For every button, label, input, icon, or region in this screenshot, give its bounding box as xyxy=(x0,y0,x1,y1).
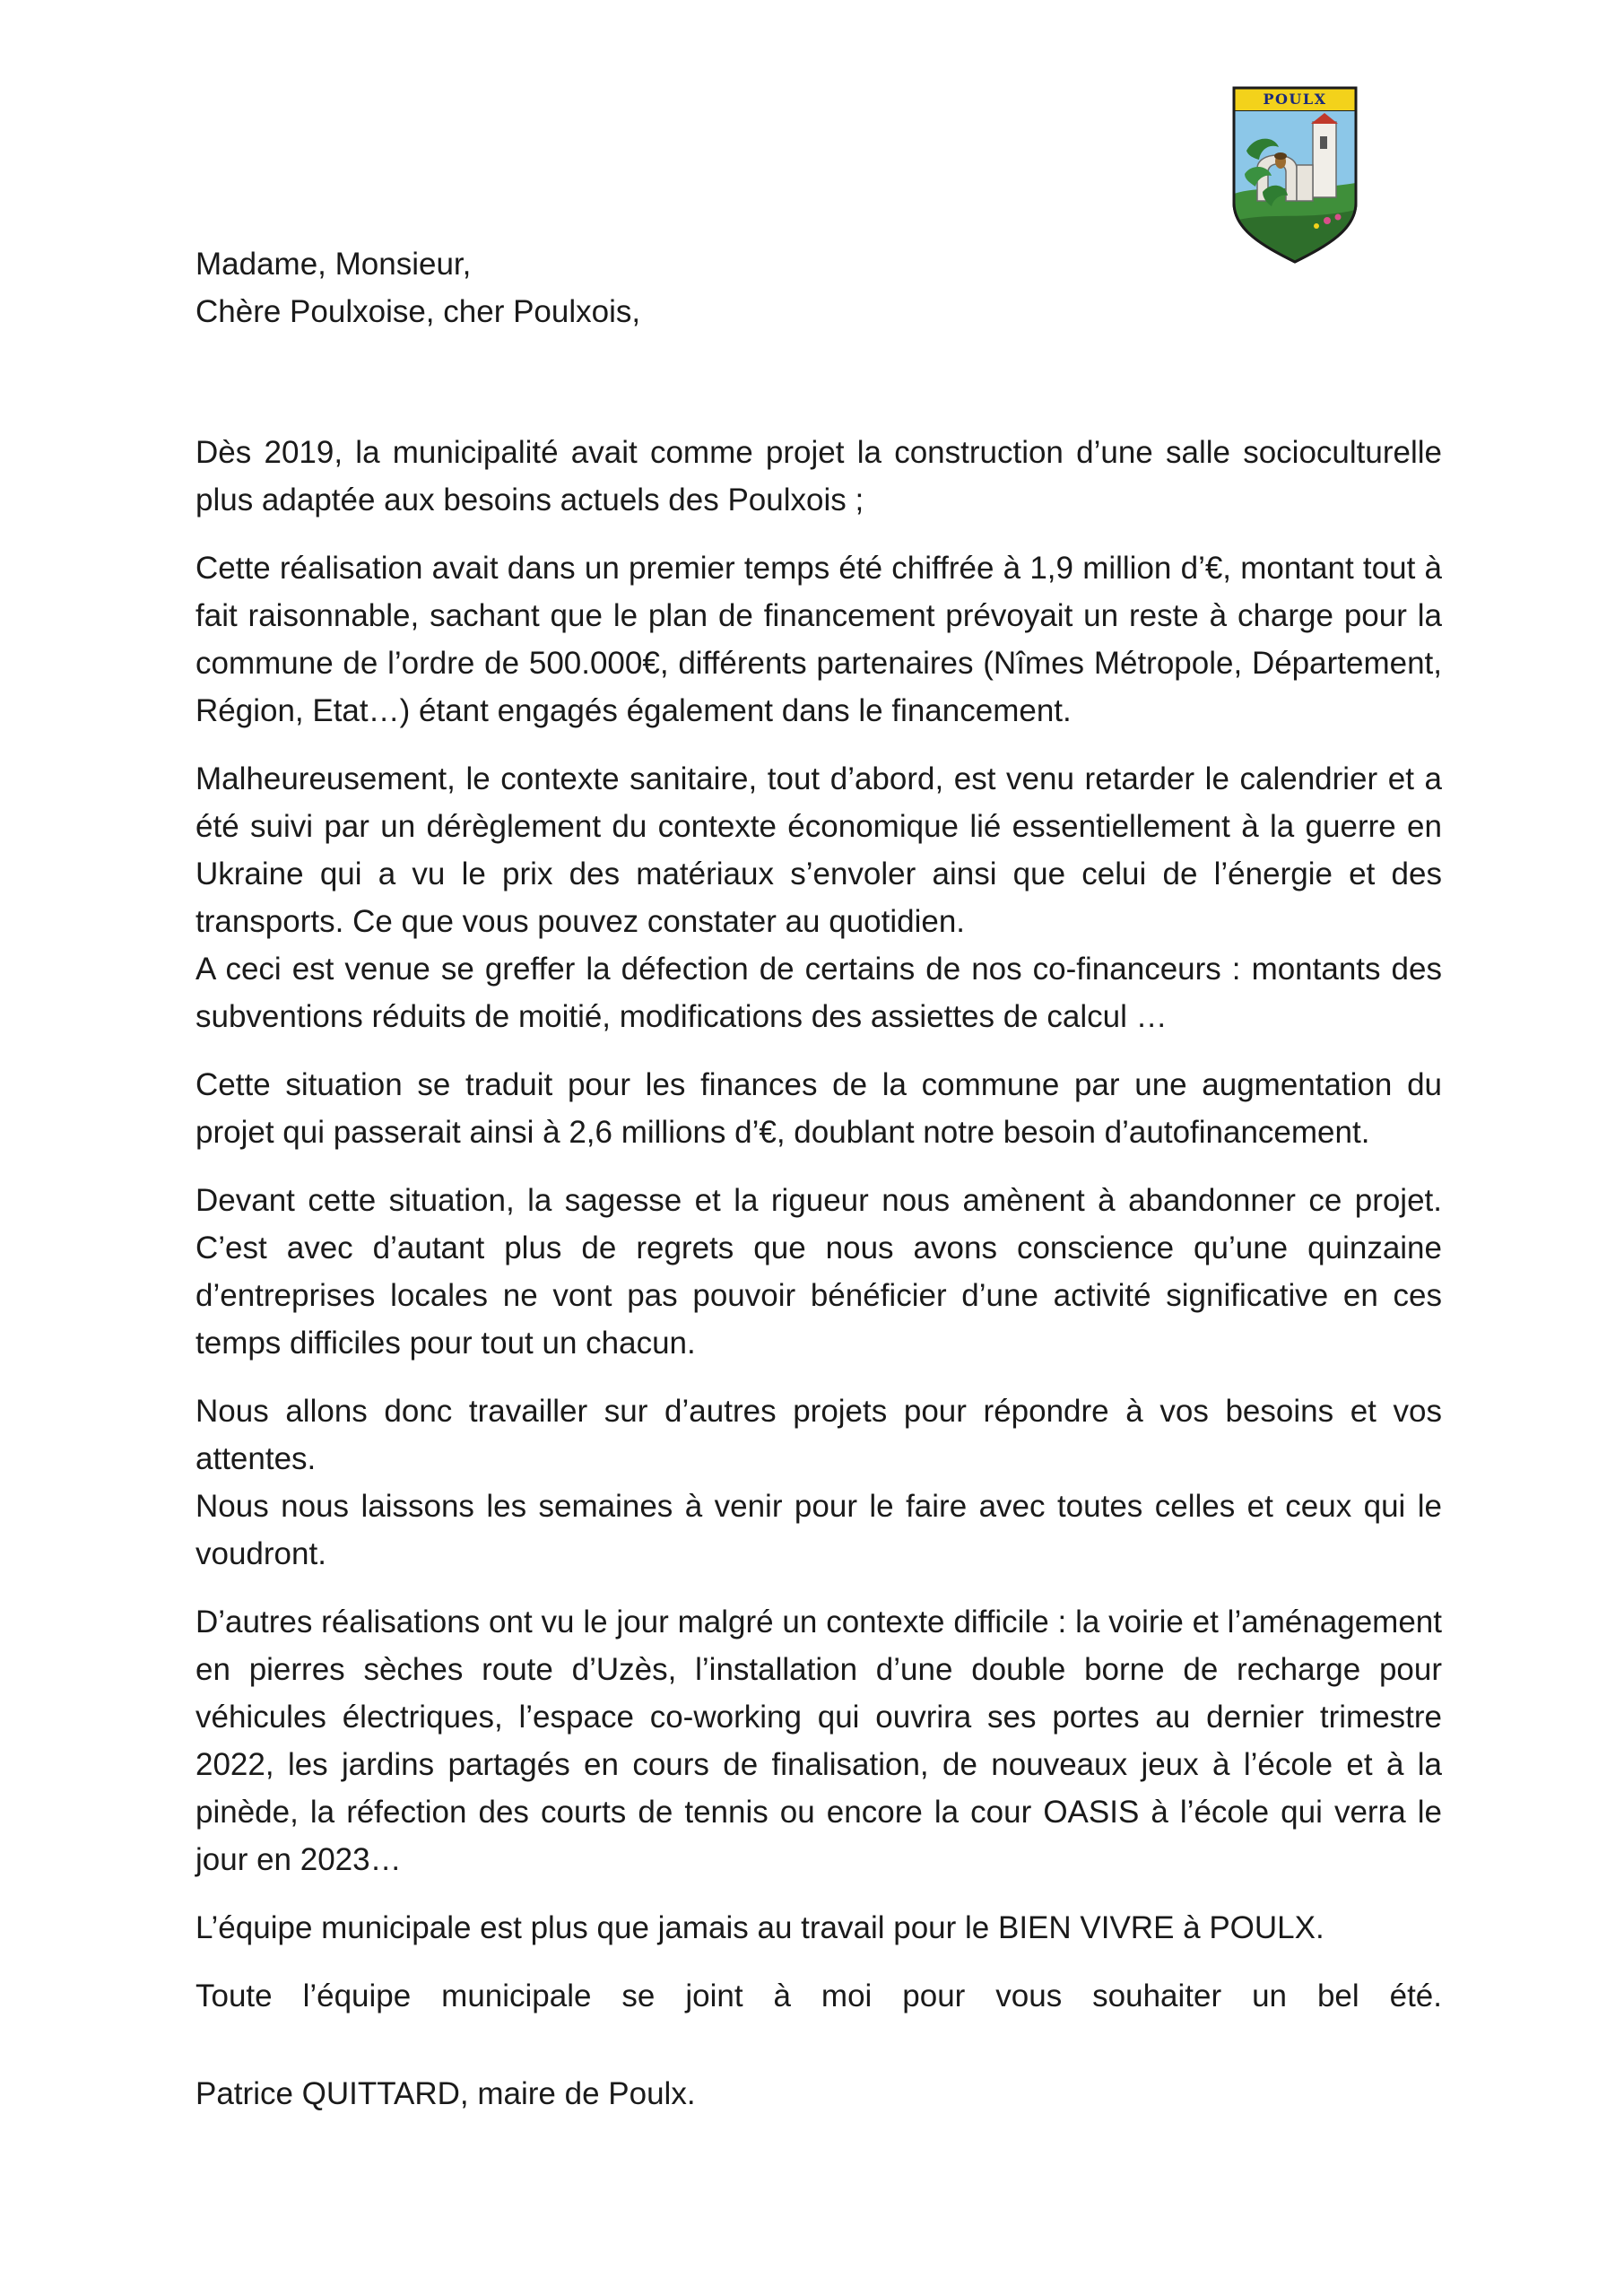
salutation-line-1: Madame, Monsieur, xyxy=(195,247,472,282)
paragraph-other-projects-part-1: Nous allons donc travailler sur d’autres projets pour répondre à vos besoins et vos attentes. xyxy=(195,1394,1442,1476)
salutation-line-2: Chère Poulxoise, cher Poulxois, xyxy=(195,294,641,329)
paragraph-cost-increase: Cette situation se traduit pour les finances de la commune par une augmentation du projet qui passerait ainsi à 2,6 millions d’€, doublant notre besoin d’autofinancement. xyxy=(195,1067,1442,1150)
paragraph-context-part-2: A ceci est venue se greffer la défection de certains de nos co-financeurs : montants des subventions réduits de moitié, modifications des assiettes de calcul … xyxy=(195,952,1442,1034)
paragraph-summer-wishes: Toute l’équipe municipale se joint à moi pour vous souhaiter un bel été. xyxy=(195,1979,1442,2013)
paragraph-other-projects-part-2: Nous nous laissons les semaines à venir pour le faire avec toutes celles et ceux qui le voudront. xyxy=(195,1489,1442,1571)
paragraph-achievements: D’autres réalisations ont vu le jour malgré un contexte difficile : la voirie et l’aménagement en pierres sèches route d’Uzès, l’installation d’une double borne de recharge pour véhicules électriques, l’espace co-working qui ouvrira ses portes au dernier trimestre 2022, les jardins partagés en cours de finalisation, de nouveaux jeux à l’école et à la pinède, la réfection des courts de tennis ou encore la cour OASIS à l’école qui verra le jour en 2023… xyxy=(195,1605,1442,1877)
letter-content xyxy=(195,429,1442,2020)
letter-body xyxy=(195,240,1442,2118)
salutation xyxy=(195,240,1442,335)
paragraph-other-projects xyxy=(195,1387,1442,1578)
signature xyxy=(195,2070,1442,2118)
paragraph-context xyxy=(195,755,1442,1040)
coat-of-arms-icon xyxy=(1227,86,1363,265)
paragraph-team: L’équipe municipale est plus que jamais au travail pour le BIEN VIVRE à POULX. xyxy=(195,1910,1324,1945)
signature-line: Patrice QUITTARD, maire de Poulx. xyxy=(195,2076,696,2111)
paragraph-project-history: Dès 2019, la municipalité avait comme projet la construction d’une salle socioculturelle plus adaptée aux besoins actuels des Poulxois ; xyxy=(195,435,1442,517)
crest-shield-icon xyxy=(1227,86,1363,265)
paragraph-abandon: Devant cette situation, la sagesse et la rigueur nous amènent à abandonner ce projet. C’est avec d’autant plus de regrets que nous avons conscience qu’une quinzaine d’entreprises locales ne vont pas pouvoir bénéficier d’une activité significative en ces temps difficiles pour tout un chacun. xyxy=(195,1183,1442,1361)
paragraph-context-part-1: Malheureusement, le contexte sanitaire, tout d’abord, est venu retarder le calendrier et a été suivi par un dérèglement du contexte économique lié essentiellement à la guerre en Ukraine qui a vu le prix des matériaux s’envoler ainsi que celui de l’énergie et des transports. Ce que vous pouvez constater au quotidien. xyxy=(195,761,1442,939)
crest-label: POULX xyxy=(1263,91,1327,108)
paragraph-initial-cost: Cette réalisation avait dans un premier temps été chiffrée à 1,9 million d’€, montant tout à fait raisonnable, sachant que le plan de financement prévoyait un reste à charge pour la commune de l’ordre de 500.000€, différents partenaires (Nîmes Métropole, Département, Région, Etat…) étant engagés également dans le financement. xyxy=(195,551,1442,728)
